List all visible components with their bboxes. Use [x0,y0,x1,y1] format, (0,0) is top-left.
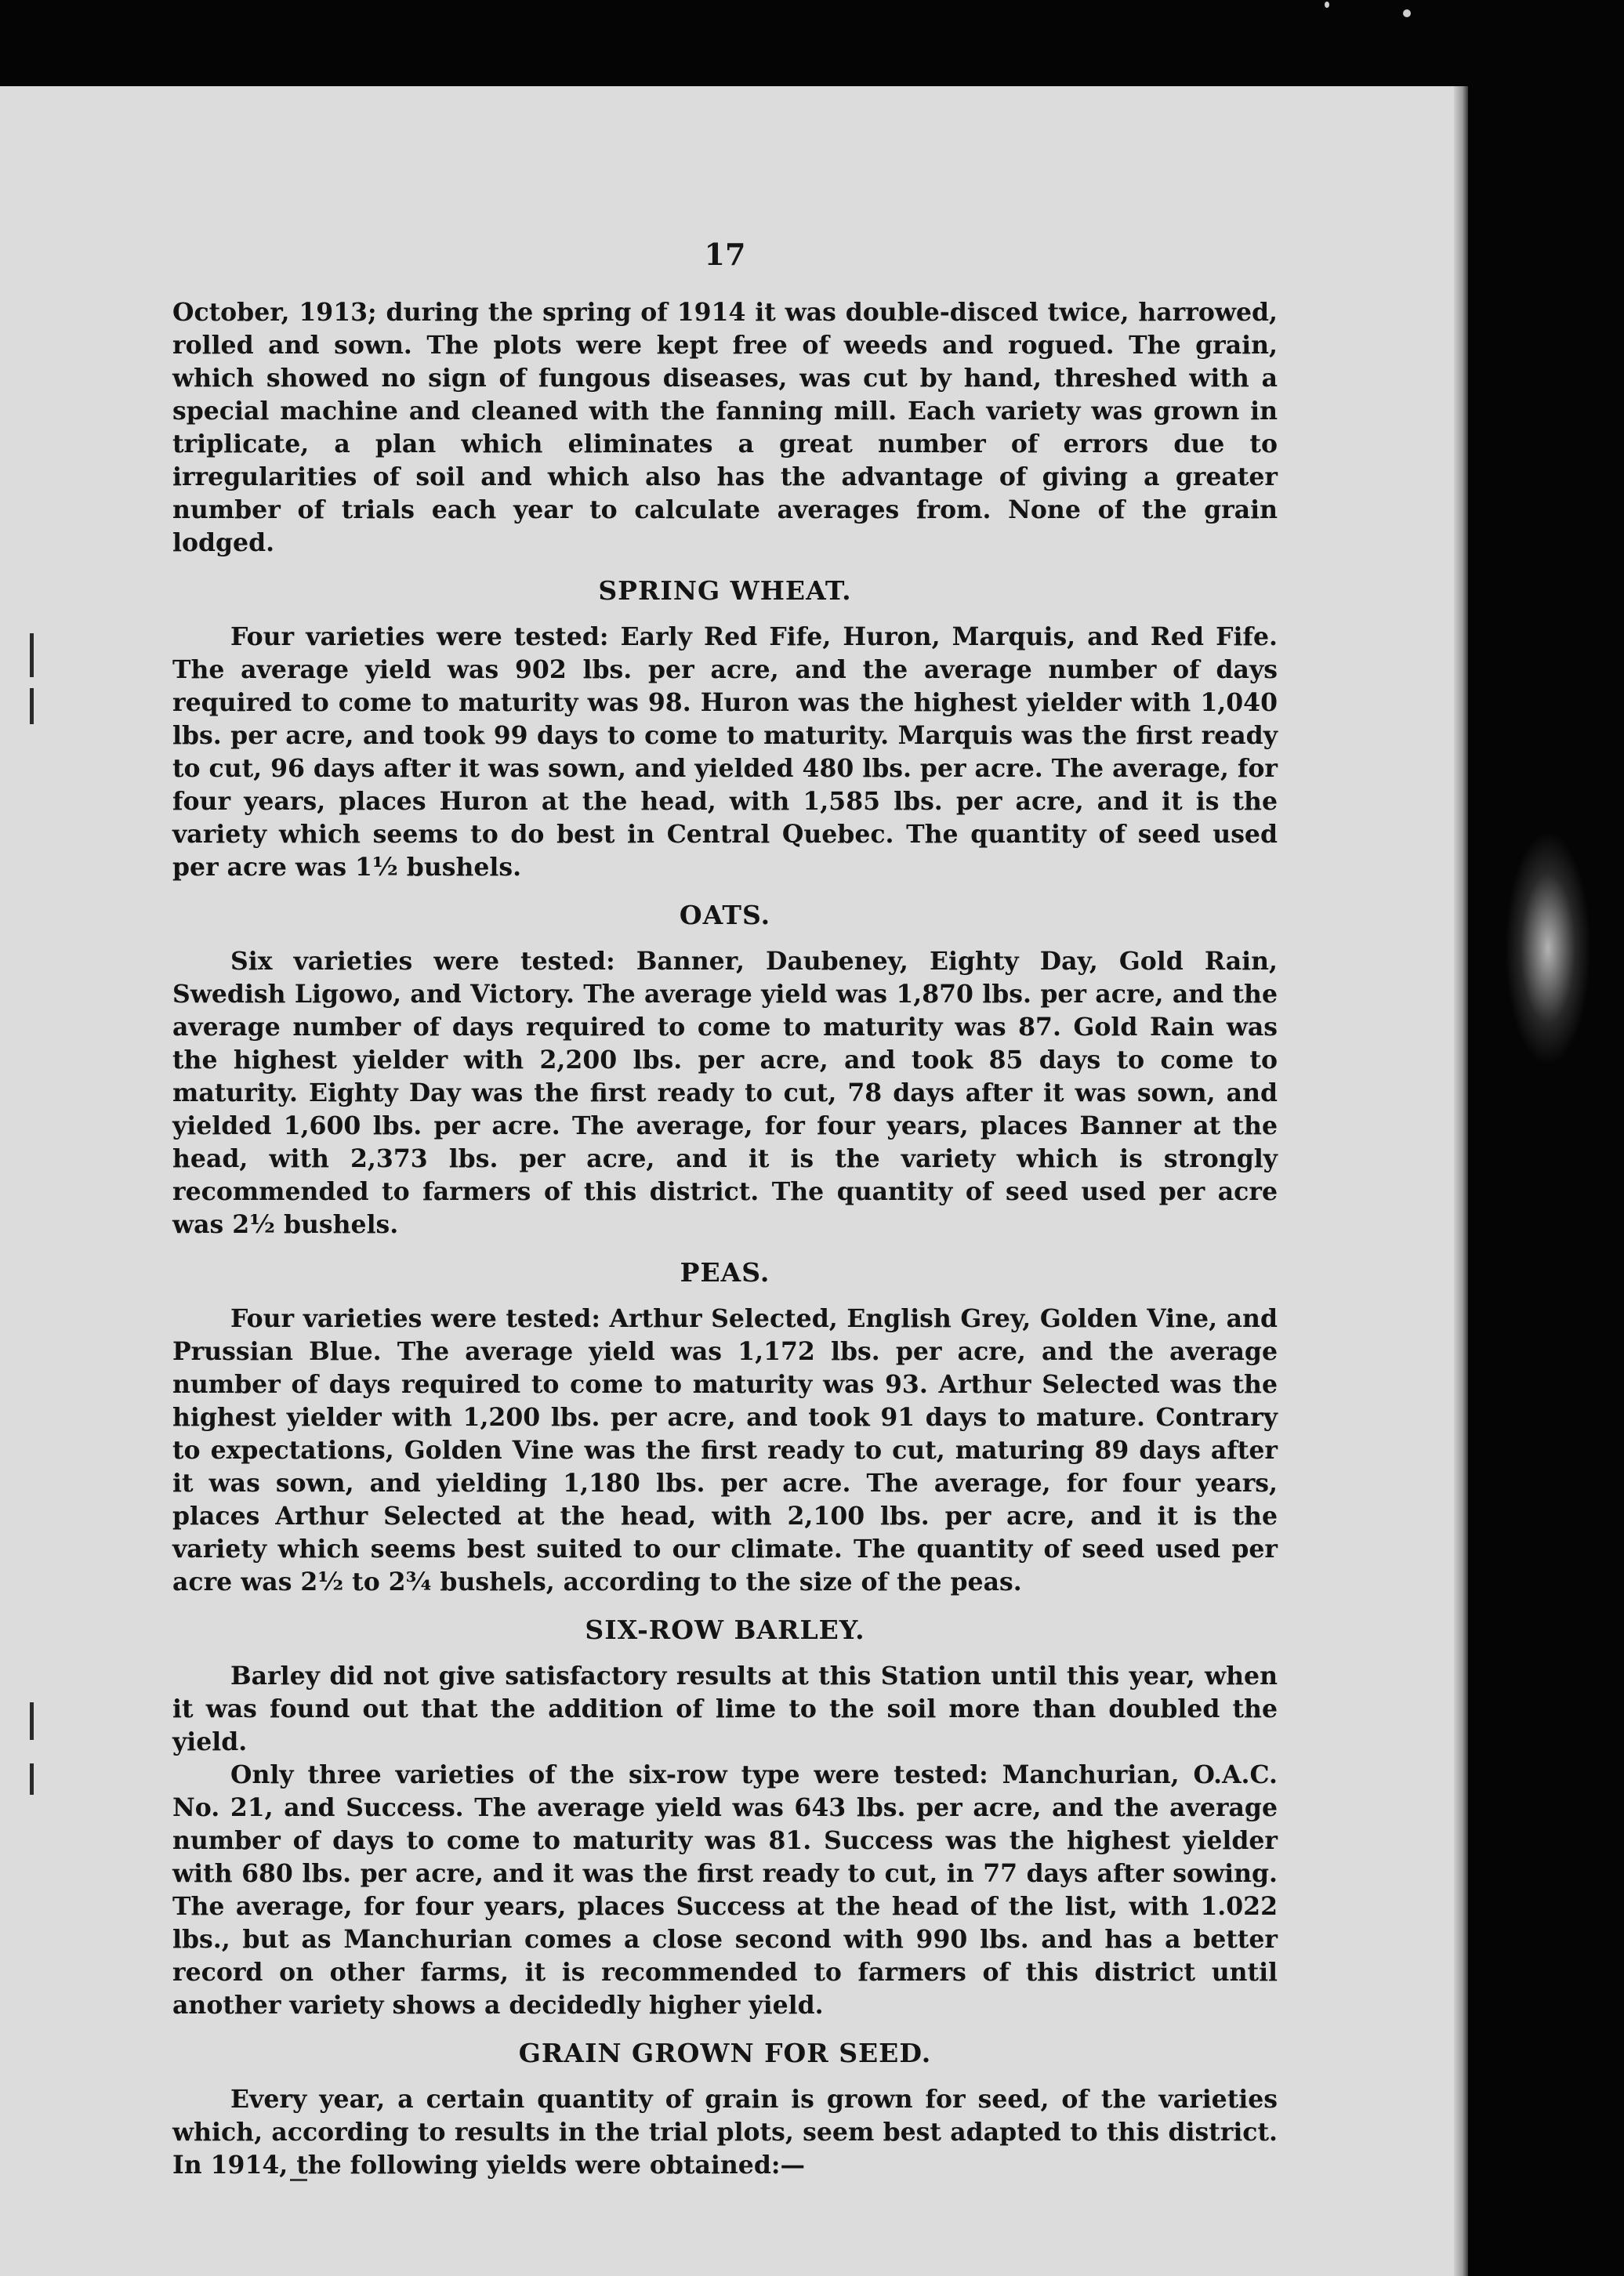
body-text [172,296,1278,2182]
scan-speck [1325,2,1329,8]
heading-peas: PEAS. [680,1257,770,1288]
page-edge-shadow [1454,86,1468,2276]
scan-glare [1505,831,1591,1066]
margin-mark [30,688,34,724]
seed-grain-paragraph: Every year, a certain quantity of grain is grown for seed, of the varieties which, according to results in the trial plots, seem best adapted to this district. In 1914, the following yields were obtained:— [172,2085,1278,2180]
peas-paragraph: Four varieties were tested: Arthur Selected, English Grey, Golden Vine, and Prussian Blue. The average yield was 1,172 lbs. per acre, and the average number of days required to come to maturity was 93. Arthur Selected was the highest yielder with 1,200 lbs. per acre, and took 91 days to mature. Contrary to expectations, Golden Vine was the first ready to cut, maturing 89 days after it was sown, and yielding 1,180 lbs. per acre. The average, for four years, places Arthur Selected at the head, with 2,100 lbs. per acre, and it is the variety which seems best suited to our climate. The quantity of seed used per acre was 2½ to 2¾ bushels, according to the size of the peas. [172,1304,1278,1596]
heading-spring-wheat: SPRING WHEAT. [598,575,852,606]
barley-paragraph-2: Only three varieties of the six-row type were tested: Manchurian, O.A.C. No. 21, and Success. The average yield was 643 lbs. per acre, and the average number of days to come to maturity was 81. Success was the highest yielder with 680 lbs. per acre, and it was the first ready to cut, in 77 days after sowing. The average, for four years, places Success at the head of the list, with 1.022 lbs., but as Manchurian comes a close second with 990 lbs. and has a better record on other farms, it is recommended to farmers of this district until another variety shows a decidedly higher yield. [172,1760,1278,2020]
spring-wheat-paragraph: Four varieties were tested: Early Red Fife, Huron, Marquis, and Red Fife. The average yield was 902 lbs. per acre, and the average number of days required to come to maturity was 98. Huron was the highest yielder with 1,040 lbs. per acre, and took 99 days to come to maturity. Marquis was the first ready to cut, 96 days after it was sown, and yielded 480 lbs. per acre. The average, for four years, places Huron at the head, with 1,585 lbs. per acre, and it is the variety which seems to do best in Central Quebec. The quantity of seed used per acre was 1½ bushels. [172,622,1278,882]
barley-paragraph-1: Barley did not give satisfactory results at this Station until this year, when it was found out that the addition of lime to the soil more than doubled the yield. [172,1662,1278,1756]
page-number: 17 [704,237,746,272]
margin-mark [30,1702,34,1740]
heading-grain-grown-for-seed: GRAIN GROWN FOR SEED. [518,2038,932,2068]
heading-oats: OATS. [679,900,771,930]
margin-mark [30,633,34,677]
margin-mark [30,1763,34,1795]
scan-speck [1403,9,1411,17]
opening-paragraph: October, 1913; during the spring of 1914 it was double-disced twice, harrowed, rolled and sown. The plots were kept free of weeds and rogued. The grain, which showed no sign of fungous diseases, was cut by hand, threshed with a special machine and cleaned with the fanning mill. Each variety was grown in triplicate, a plan which eliminates a great number of errors due to irregularities of soil and which also has the advantage of giving a greater number of trials each year to calculate averages from. None of the grain lodged. [172,298,1278,557]
oats-paragraph: Six varieties were tested: Banner, Daubeney, Eighty Day, Gold Rain, Swedish Ligowo, and Victory. The average yield was 1,870 lbs. per acre, and the average number of days required to come to maturity was 87. Gold Rain was the highest yielder with 2,200 lbs. per acre, and took 85 days to come to maturity. Eighty Day was the first ready to cut, 78 days after it was sown, and yielded 1,600 lbs. per acre. The average, for four years, places Banner at the head, with 2,373 lbs. per acre, and it is the variety which is strongly recommended to farmers of this district. The quantity of seed used per acre was 2½ bushels. [172,947,1278,1239]
heading-six-row-barley: SIX-ROW BARLEY. [585,1615,865,1645]
